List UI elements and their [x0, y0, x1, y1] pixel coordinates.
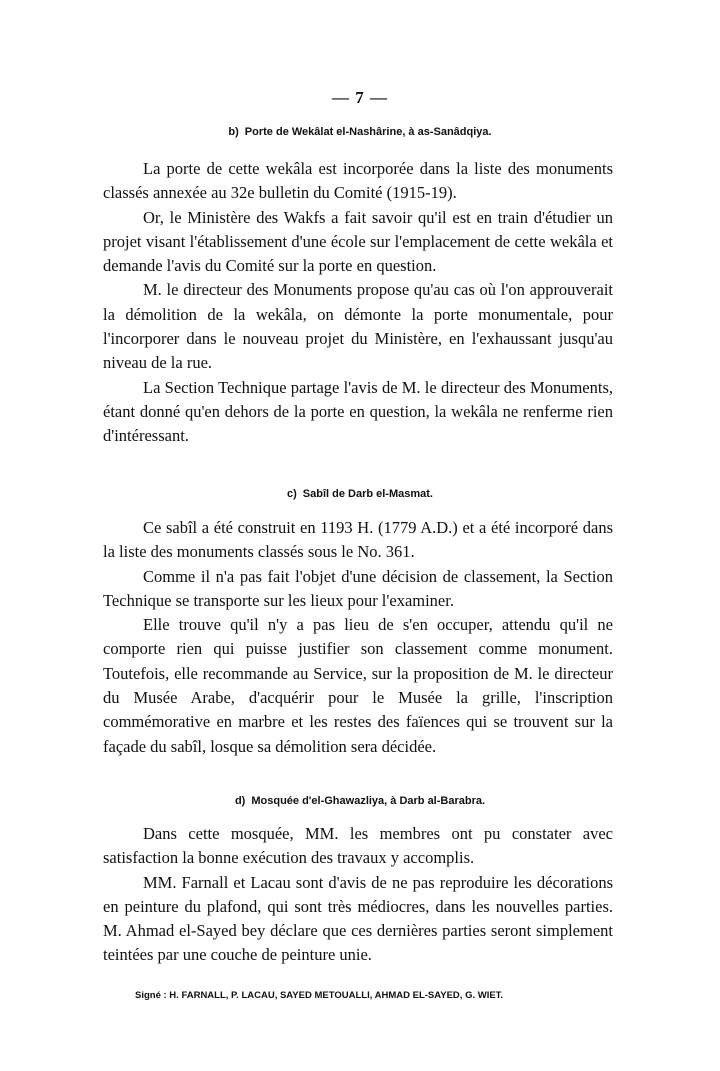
section-heading-d — [0, 795, 720, 807]
section-heading-b — [0, 126, 720, 138]
paragraph: Ce sabîl a été construit en 1193 H. (1779 A.D.) et a été incorporé dans la liste des monuments classés sous le No. 361. — [103, 518, 613, 562]
section-body-d — [103, 822, 613, 968]
paragraph: La porte de cette wekâla est incorporée dans la liste des monuments classés annexée au 32e bulletin du Comité (1915-19). — [103, 159, 613, 203]
paragraph: M. le directeur des Monuments propose qu'au cas où l'on approuverait la démolition de la wekâla, on démonte la porte monumentale, pour l'incorporer dans le nouveau projet du Ministère, en l'exhaussant jusqu'au niveau de la rue. — [103, 280, 613, 373]
paragraph: Dans cette mosquée, MM. les membres ont pu constater avec satisfaction la bonne exécution des travaux y accomplis. — [103, 824, 613, 868]
signature-line: Signé : H. FARNALL, P. LACAU, SAYED METOUALLI, AHMAD EL-SAYED, G. WIET. — [135, 990, 504, 1001]
section-letter: b) — [228, 126, 239, 138]
section-letter: d) — [234, 795, 246, 807]
section-letter: c) — [287, 488, 297, 500]
section-title: Porte de Wekâlat el-Nashârine, à as-Sanâdqiya. — [244, 126, 492, 138]
paragraph: Or, le Ministère des Wakfs a fait savoir qu'il est en train d'étudier un projet visant l'établissement d'une école sur l'emplacement de cette wekâla et demande l'avis du Comité sur la porte en question. — [103, 207, 613, 276]
section-body-b — [103, 157, 613, 449]
paragraph: La Section Technique partage l'avis de M. le directeur des Monuments, étant donné qu'en dehors de la porte en question, la wekâla ne renferme rien d'intéressant. — [103, 377, 613, 446]
section-title: Sabîl de Darb el-Masmat. — [302, 488, 433, 500]
page-number: — 7 — — [332, 88, 388, 107]
paragraph: MM. Farnall et Lacau sont d'avis de ne pas reproduire les décorations en peinture du plafond, qui sont très médiocres, dans les nouvelles parties. M. Ahmad el-Sayed bey déclare que ces dernières parties seront simplement teintées par une couche de peinture unie. — [103, 872, 613, 965]
paragraph: Comme il n'a pas fait l'objet d'une décision de classement, la Section Technique se transporte sur les lieux pour l'examiner. — [103, 566, 613, 610]
section-heading-c — [0, 488, 720, 500]
section-body-c — [103, 516, 613, 759]
section-title: Mosquée d'el-Ghawazliya, à Darb al-Barabra. — [251, 795, 486, 807]
paragraph: Elle trouve qu'il n'y a pas lieu de s'en occuper, attendu qu'il ne comporte rien qui puisse justifier son classement comme monument. Toutefois, elle recommande au Service, sur la proposition de M. le directeur du Musée Arabe, d'acquérir pour le Musée la grille, l'inscription commémorative en marbre et les restes des faïences qui se trouvent sur la façade du sabîl, losque sa démolition sera décidée. — [103, 615, 613, 756]
